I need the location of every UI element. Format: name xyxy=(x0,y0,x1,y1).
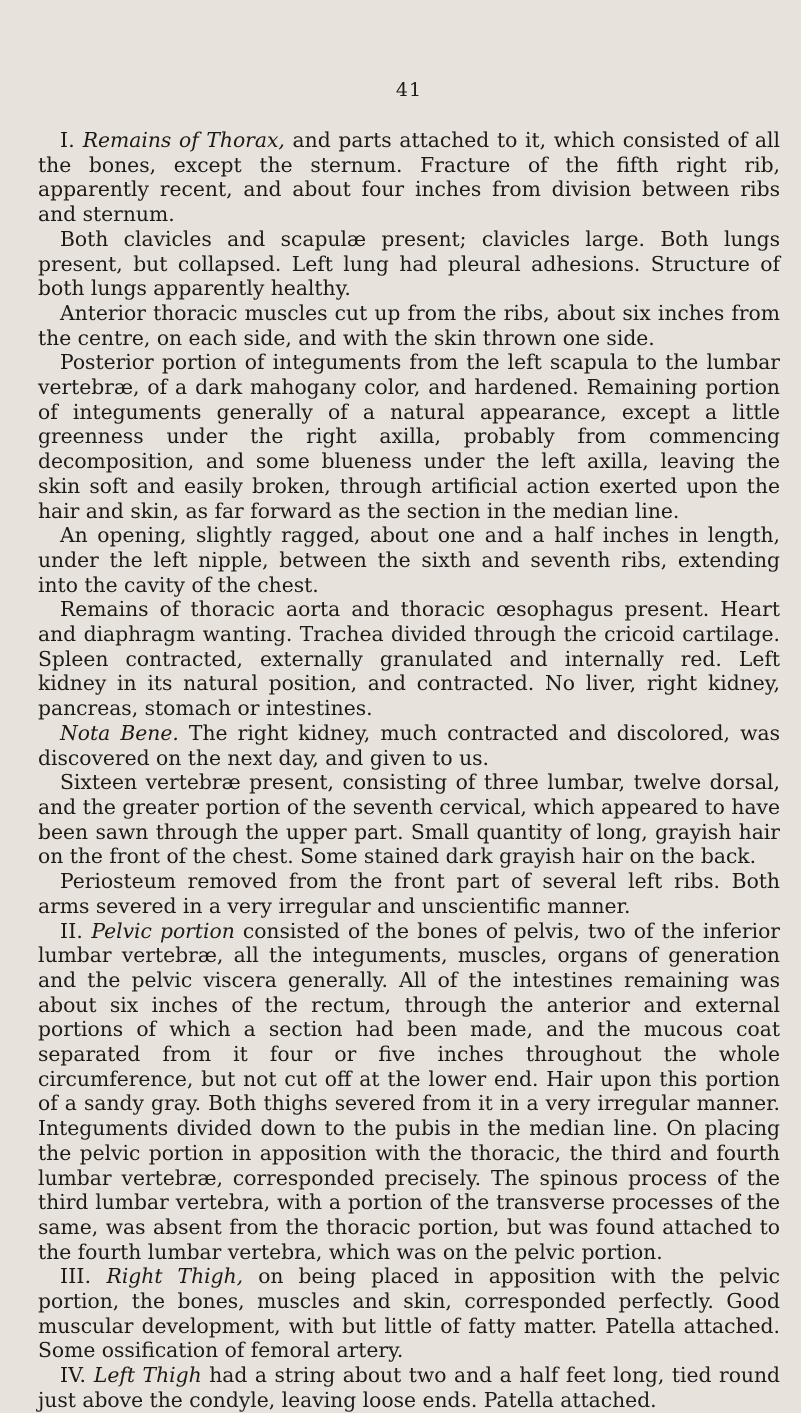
paragraph-anterior-muscles xyxy=(38,301,780,350)
paragraph-text: consisted of the bones of pelvis, two of the inferior lumbar vertebræ, all the integuments, muscles, organs of generation and the pelvic viscera generally. All of the intestines remaining was about six inches of the rectum, through the anterior and external portions of which a section had been made, and the mucous coat separated from it four or five inches throughout the whole circumference, but not cut off at the lower end. Hair upon this portion of a sandy gray. Both thighs severed from it in a very irregular manner. Integuments divided down to the pubis in the median line. On placing the pelvic portion in apposition with the thoracic, the third and fourth lumbar vertebræ, corresponded precisely. The spinous process of the third lumbar vertebra, with a portion of the transverse processes of the same, was absent from the thoracic portion, but was found attached to the fourth lumbar vertebra, which was on the pelvic portion. xyxy=(38,918,780,1264)
paragraph-text: Periosteum removed from the front part of several left ribs. Both arms severed in a very irregular and unscientific manner. xyxy=(38,869,780,918)
paragraph-posterior-integuments xyxy=(38,350,780,523)
paragraph-text: An opening, slightly ragged, about one and a half inches in length, under the left nipple, between the sixth and seventh ribs, extending into the cavity of the chest. xyxy=(38,523,780,597)
section-heading: Right Thigh, xyxy=(106,1264,244,1289)
paragraph-vertebrae xyxy=(38,770,780,869)
paragraph-text: Remains of thoracic aorta and thoracic œsophagus present. Heart and diaphragm wanting. Trachea divided through the cricoid cartilage. Spleen contracted, externally granulated and internally red. Left kidney in its natural position, and contracted. No liver, right kidney, pancreas, stomach or intestines. xyxy=(38,597,780,721)
nota-bene-label: Nota Bene. xyxy=(60,720,179,745)
paragraph-aorta xyxy=(38,597,780,721)
paragraph-text: and parts attached to it, which consisted of all the bones, except the sternum. Fracture of the fifth right rib, apparently recent, and about four inches from division between ribs and sternum. xyxy=(38,128,780,227)
section-numeral: III. xyxy=(60,1264,107,1289)
paragraph-nota-bene xyxy=(38,721,780,770)
paragraph-clavicles xyxy=(38,227,780,301)
paragraph-text: Sixteen vertebræ present, consisting of three lumbar, twelve dorsal, and the greater portion of the seventh cervical, which appeared to have been sawn through the upper part. Small quantity of long, grayish hair on the front of the chest. Some stained dark grayish hair on the back. xyxy=(38,770,780,869)
section-heading: Pelvic portion xyxy=(91,918,235,943)
paragraph-thorax xyxy=(38,128,780,227)
section-numeral: II. xyxy=(60,918,92,943)
paragraph-opening xyxy=(38,523,780,597)
section-numeral: IV. xyxy=(60,1363,94,1388)
paragraph-left-thigh xyxy=(38,1363,780,1412)
paragraph-periosteum xyxy=(38,869,780,918)
paragraph-text: on being placed in apposition with the pelvic portion, the bones, muscles and skin, corresponded perfectly. Good muscular development, with but little of fatty matter. Patella attached. Some ossification of femoral artery. xyxy=(38,1264,780,1363)
body-text xyxy=(38,128,780,1413)
paragraph-right-thigh xyxy=(38,1264,780,1363)
section-numeral: I. xyxy=(60,128,83,152)
section-heading: Remains of Thorax, xyxy=(82,128,285,152)
paragraph-pelvic xyxy=(38,919,780,1265)
paragraph-text: Both clavicles and scapulæ present; clavicles large. Both lungs present, but collapsed. Left lung had pleural adhesions. Structure of both lungs apparently healthy. xyxy=(38,226,780,301)
paragraph-text: Posterior portion of integuments from the left scapula to the lumbar vertebræ, of a dark mahogany color, and hardened. Remaining portion of integuments generally of a natural appearance, except a little greenness under the right axilla, probably from commencing decomposition, and some blueness under the left axilla, leaving the skin soft and easily broken, through artificial action exerted upon the hair and skin, as far forward as the section in the median line. xyxy=(38,350,780,523)
paragraph-text: The right kidney, much contracted and discolored, was discovered on the next day, and given to us. xyxy=(38,720,780,770)
book-page xyxy=(38,0,781,1412)
section-heading: Left Thigh xyxy=(93,1363,202,1388)
paragraph-text: Anterior thoracic muscles cut up from the ribs, about six inches from the centre, on each side, and with the skin thrown one side. xyxy=(38,300,780,350)
page-number: 41 xyxy=(395,79,423,101)
paragraph-text: had a string about two and a half feet long, tied round just above the condyle, leaving loose ends. Patella attached. xyxy=(38,1363,781,1412)
